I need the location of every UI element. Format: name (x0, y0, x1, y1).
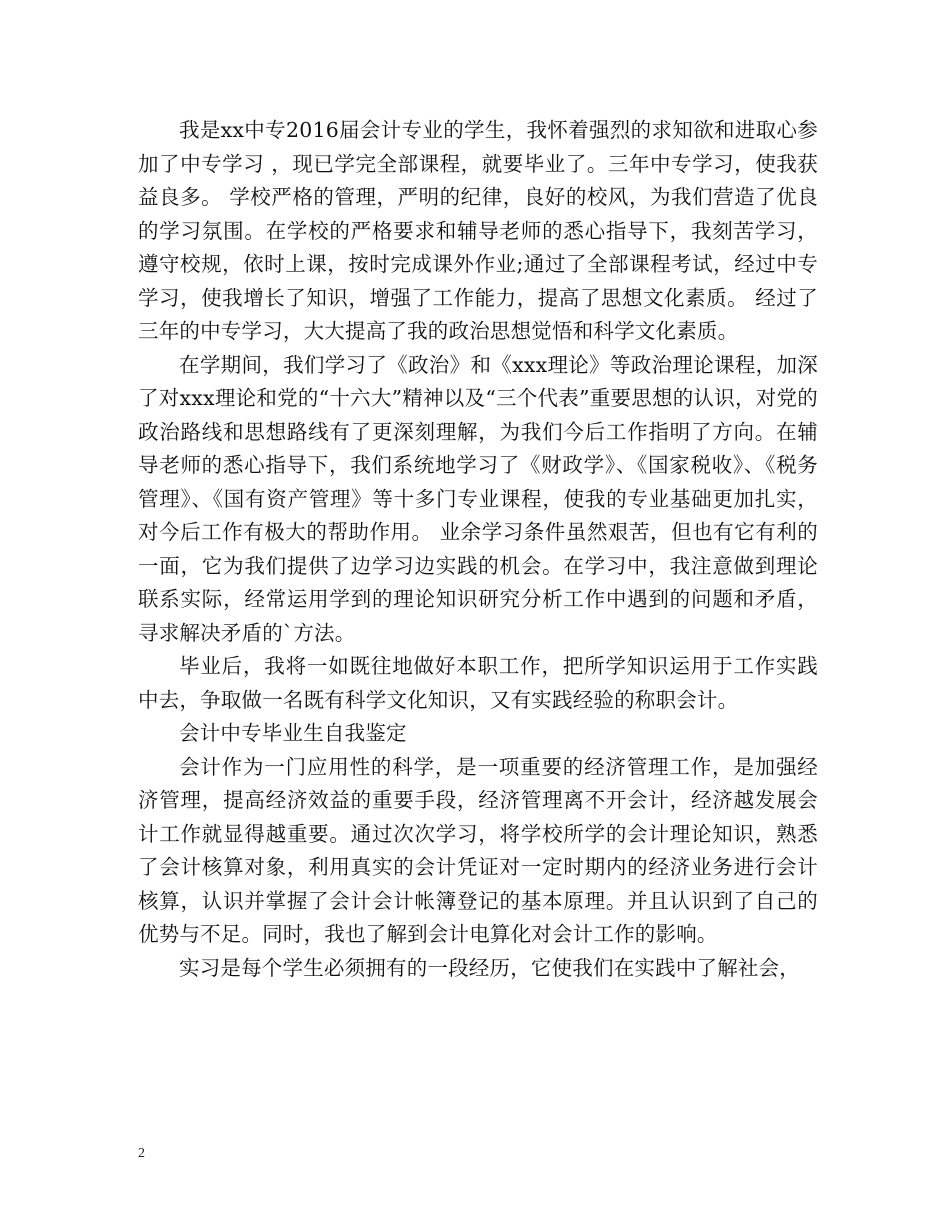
paragraph-2: 在学期间，我们学习了《政治》和《xxx理论》等政治理论课程，加深了对xxx理论和党的“十六大”精神以及“三个代表”重要思想的认识，对党的政治路线和思想路线有了更深刻理解，为我们今后工作指明了方向。在辅导老师的悉心指导下，我们系统地学习了《财政学》、《国家税收》、《税务管理》、《国有资产管理》等十多门专业课程，使我的专业基础更加扎实，对今后工作有极大的帮助作用。 业余学习条件虽然艰苦，但也有它有利的一面，它为我们提供了边学习边实践的机会。在学习中，我注意做到理论联系实际，经常运用学到的理论知识研究分析工作中遇到的问题和矛盾，寻求解决矛盾的`方法。 (138, 352, 818, 645)
paragraph-5: 实习是每个学生必须拥有的一段经历，它使我们在实践中了解社会， (179, 955, 800, 980)
page-number: 2 (138, 1146, 145, 1161)
paragraph-4: 会计作为一门应用性的科学，是一项重要的经济管理工作，是加强经济管理，提高经济效益的重要手段，经济管理离不开会计，经济越发展会计工作就显得越重要。通过次次学习，将学校所学的会计理论知识，熟悉了会计核算对象，利用真实的会计凭证对一定时期内的经济业务进行会计核算，认识并掌握了会计会计帐簿登记的基本原理。并且认识到了自己的优势与不足。同时，我也了解到会计电算化对会计工作的影响。 (138, 754, 818, 946)
paragraph-3: 毕业后，我将一如既往地做好本职工作，把所学知识运用于工作实践中去，争取做一名既有科学文化知识，又有实践经验的称职会计。 (138, 654, 818, 712)
document-body (138, 114, 818, 985)
section-heading: 会计中专毕业生自我鉴定 (179, 721, 407, 745)
paragraph-1: 我是xx中专2016届会计专业的学生，我怀着强烈的求知欲和进取心参加了中专学习 ，现已学完全部课程，就要毕业了。三年中专学习，使我获益良多。 学校严格的管理，严明的纪律，良好的校风，为我们营造了优良的学习氛围。在学校的严格要求和辅导老师的悉心指导下，我刻苦学习，遵守校规，依时上课，按时完成课外作业;通过了全部课程考试，经过中专学习，使我增长了知识，增强了工作能力，提高了思想文化素质。 经过了三年的中专学习，大大提高了我的政治思想觉悟和科学文化素质。 (138, 118, 818, 343)
